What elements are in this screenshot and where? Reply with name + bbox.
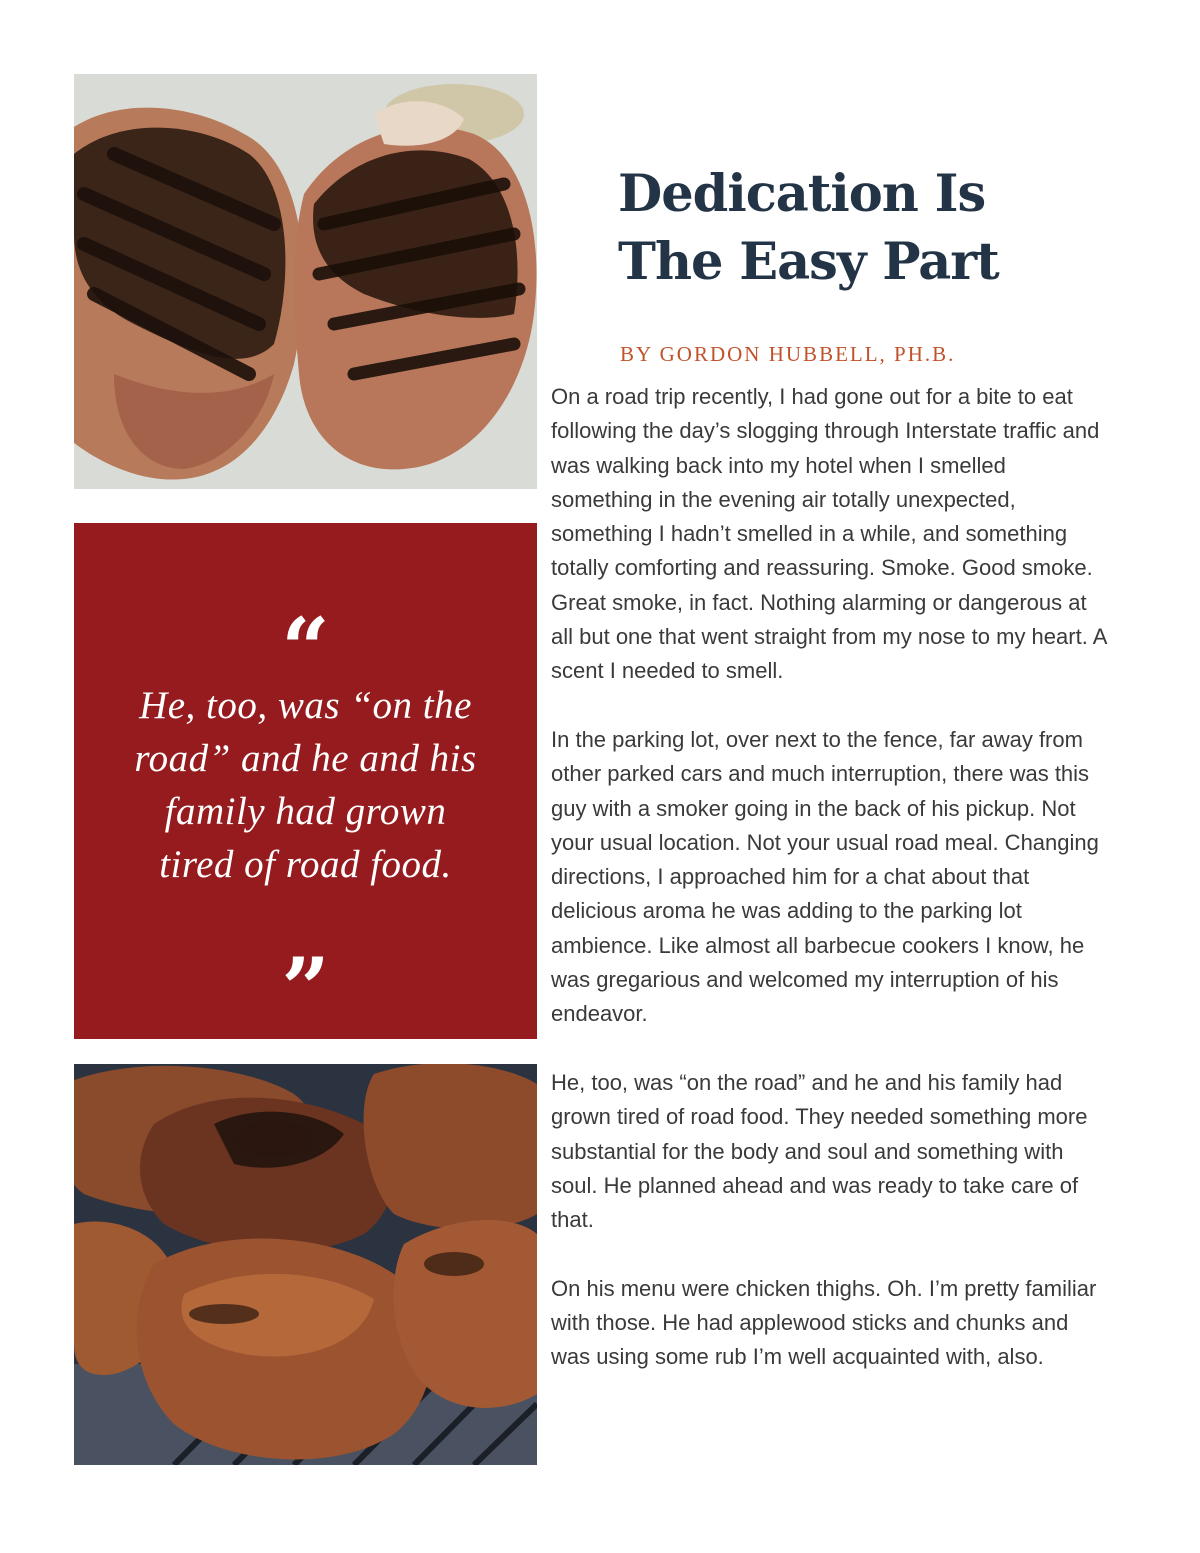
grilled-chicken-photo-bottom	[74, 1064, 537, 1465]
body-paragraph: On his menu were chicken thighs. Oh. I’m pretty familiar with those. He had applewood sticks and chunks and was using some rub I’m well acquainted with, also.	[551, 1275, 1097, 1370]
article-title-line2: The Easy Part	[618, 232, 999, 292]
body-paragraph: On a road trip recently, I had gone out for a bite to eat following the day’s slogging through Interstate traffic and was walking back into my hotel when I smelled something in the evening air totally unexpected, something I hadn’t smelled in a while, and something totally comforting and reassuring. Smoke. Good smoke. Great smoke, in fact. Nothing alarming or dangerous at all but one that went straight from my nose to my heart. A scent I needed to smell.	[551, 384, 1107, 684]
pull-quote-box	[74, 523, 537, 1039]
body-paragraph: He, too, was “on the road” and he and his family had grown tired of road food. They needed something more substantial for the body and soul and something with soul. He planned ahead and was ready to take care of that.	[551, 1069, 1088, 1233]
article-title	[618, 160, 1138, 296]
article-title-line1: Dedication Is	[618, 164, 986, 224]
body-paragraph: In the parking lot, over next to the fence, far away from other parked cars and much interruption, there was this guy with a smoker going in the back of his pickup. Not your usual location. Not your usual road meal. Changing directions, I approached him for a chat about that delicious aroma he was adding to the parking lot ambience. Like almost all barbecue cookers I know, he was gregarious and welcomed my interruption of his endeavor.	[551, 726, 1099, 1027]
close-quote-mark: ”	[281, 939, 330, 1038]
open-quote-mark: “	[281, 599, 330, 698]
article-byline: BY GORDON HUBBELL, PH.B.	[620, 342, 956, 366]
grilled-chicken-photo-top	[74, 74, 537, 489]
pull-quote-text: He, too, was “on the road” and he and his family had grown tired of road food.	[134, 684, 477, 886]
article-body	[551, 380, 1111, 1409]
